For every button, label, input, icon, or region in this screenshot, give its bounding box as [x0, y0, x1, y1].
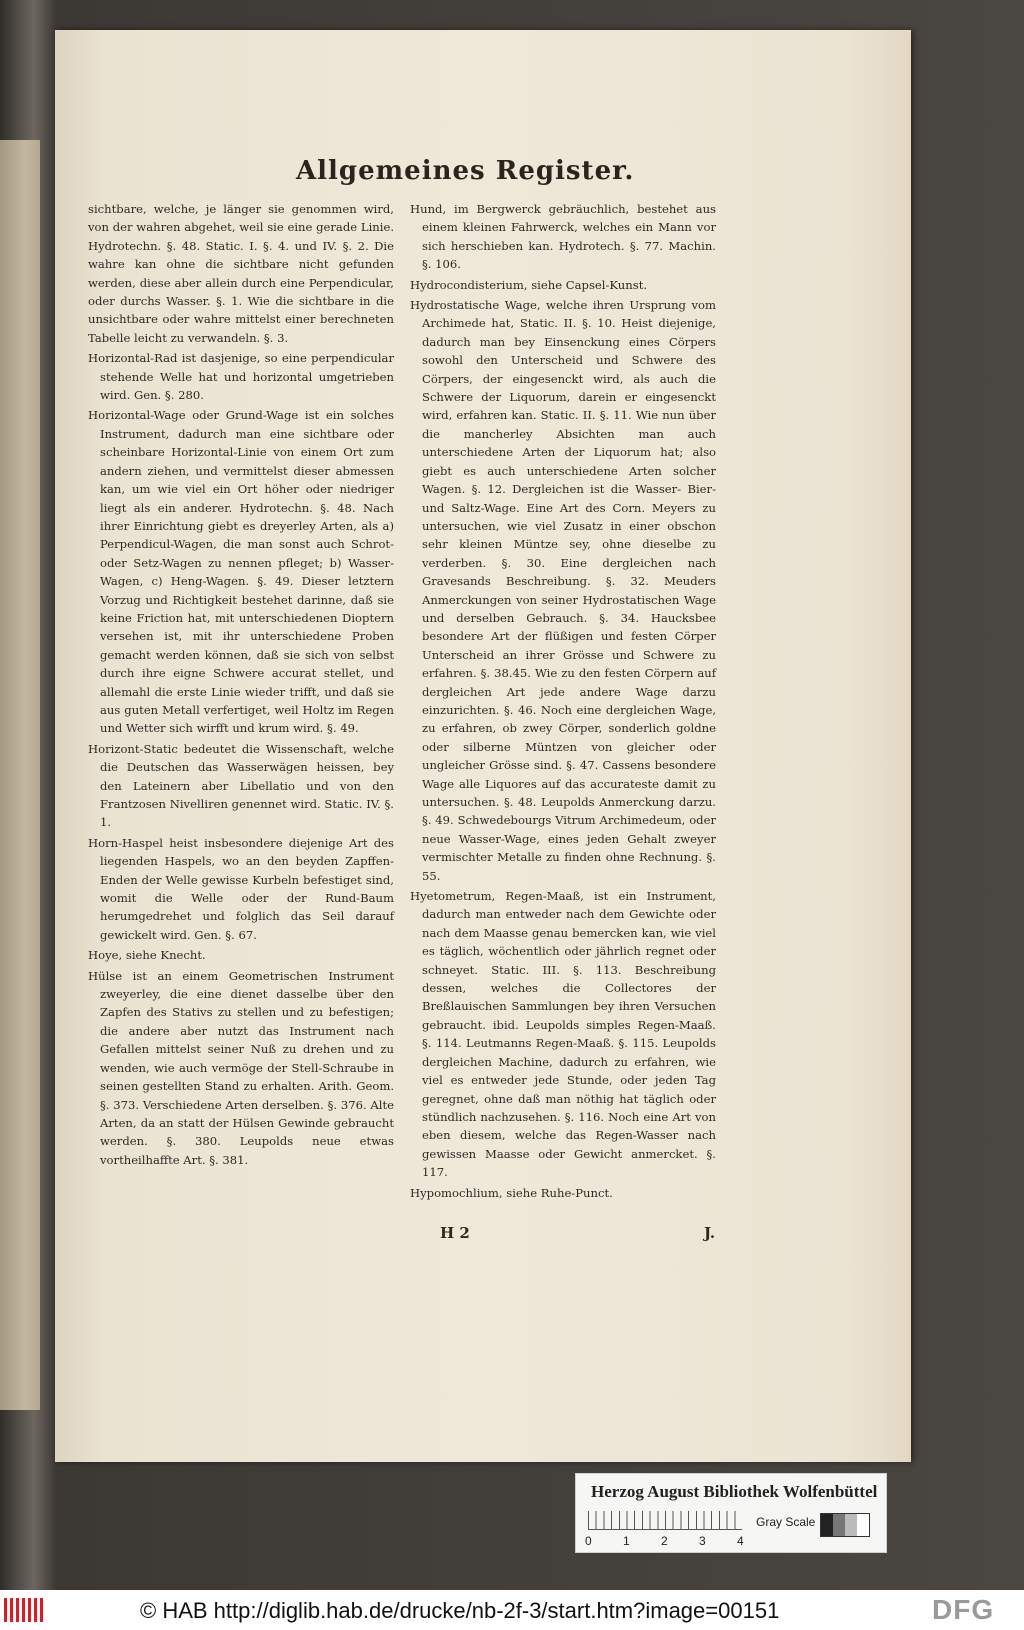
footer-link[interactable]: © HAB http://diglib.hab.de/drucke/nb-2f-3/start.htm?image=00151	[140, 1598, 780, 1623]
register-entry: Horizont-Static bedeutet die Wissenschaft, welche die Deutschen das Wasserwägen heissen, bey den Lateinern aber Libellatio und von den Frantzosen Nivelliren genennet wird. Static. IV. §. 1.	[88, 741, 394, 830]
hab-logo-icon	[4, 1598, 46, 1622]
catchword: J.	[704, 1224, 716, 1242]
ruler-label: 3	[699, 1534, 706, 1548]
register-entry: sichtbare, welche, je länger sie genommen wird, von der wahren abgehet, weil sie eine gerade Linie. Hydrotechn. §. 48. Static. I. §. 4. und IV. §. 2. Die wahre kan ohne die sichtbare nicht gefunden werden, diese aber allein durch eine Perpendicular, oder durchs Wasser. §. 1. Wie die sichtbare in die unsichtbare oder wahre mittelst einer berechneten Tabelle leicht zu verwandeln. §. 3.	[88, 202, 394, 345]
previous-page-edge	[0, 140, 40, 1410]
ruler-label: 4	[737, 1534, 744, 1548]
library-name: Herzog August Bibliothek Wolfenbüttel	[591, 1482, 878, 1501]
color-calibration-bar	[575, 1473, 887, 1553]
register-entry: Hoye, siehe Knecht.	[88, 948, 206, 963]
ruler-label: 0	[585, 1534, 592, 1548]
ruler-label: 1	[623, 1534, 630, 1548]
grayscale-swatch	[820, 1513, 870, 1537]
register-entry: Hypomochlium, siehe Ruhe-Punct.	[410, 1185, 613, 1200]
scale-ruler	[588, 1511, 742, 1530]
register-entry: Hülse ist an einem Geometrischen Instrument zweyerley, die eine dienet dasselbe über den Zapfen des Stativs zu stellen und zu befestigen; die andere aber nutzt das Instrument nach Gefallen mittelst seiner Nuß zu drehen und zu wenden, wie auch vermöge der Stell-Schraube in seinen gestellten Stand zu erhalten. Arith. Geom. §. 373. Verschiedene Arten derselben. §. 376. Alte Arten, da an statt der Hülsen Gewinde gebraucht werden. §. 380. Leupolds neue etwas vortheilhaffte Art. §. 381.	[88, 968, 394, 1167]
grayscale-label: Gray Scale	[756, 1515, 816, 1529]
register-entry: Hyetometrum, Regen-Maaß, ist ein Instrument, dadurch man entweder nach dem Gewichte oder nach dem Maasse genau bemercken kan, wie viel es täglich, wöchentlich oder jährlich regnet oder schneyet. Static. III. §. 113. Beschreibung dessen, welches die Collectores der Breßlauischen Sammlungen bey ihren Versuchen gebraucht. ibid. Leupolds simples Regen-Maaß. §. 114. Leutmanns Regen-Maaß. §. 115. Leupolds dergleichen Machine, dadurch zu erfahren, wie viel es entweder jede Stunde, oder jeden Tag geregnet, ohne daß man nöthig hat täglich oder stündlich nachzusehen. §. 116. Noch eine Art von eben diesem, welche das Regen-Wasser nach gewissen Maasse oder Gewicht anmercket. §. 117.	[410, 889, 716, 1180]
register-entry: Horizontal-Rad ist dasjenige, so eine perpendicular stehende Welle hat und horizontal umgetrieben wird. Gen. §. 280.	[88, 351, 394, 403]
register-entry: Horn-Haspel heist insbesondere diejenige Art des liegenden Haspels, wo an den beyden Zapffen-Enden der Welle gewisse Kurbeln befestiget sind, womit die Welle oder der Rund-Baum herumgedrehet und folglich das Seil darauf gewickelt wird. Gen. §. 67.	[88, 835, 394, 942]
dfg-logo: DFG	[932, 1594, 995, 1625]
left-column	[88, 200, 394, 1171]
register-entry: Hydrostatische Wage, welche ihren Ursprung vom Archimede hat, Static. II. §. 10. Heist diejenige, dadurch man bey Einsenckung eines Cörpers sowohl den Unterscheid und Schwere des Cörpers, der eingesenckt wird, als auch die Schwere der Liquorum, darein er eingesenckt wird, erfahren kan. Static. II. §. 11. Wie nun über die mancherley Absichten man auch unterschiedene Arten der Liquorum hat; also giebt es auch unterschiedene Arten solcher Wagen. §. 12. Dergleichen ist die Wasser- Bier- und Saltz-Wage. Eine Art des Corn. Meyers zu untersuchen, wie viel Zusatz in einer obschon sehr kleinen Müntze sey, ohne dieselbe zu verderben. §. 30. Eine dergleichen nach Gravesands Beschreibung. §. 32. Meuders Anmerckungen von seiner Hydrostatischen Wage und derselben Gebrauch. §. 34. Haucksbee besondere Art der flüßigen und festen Cörper Unterscheid an ihrer Grösse und Schwere zu erfahren. §. 38.45. Wie zu den festen Cörpern auf dergleichen Art jede andere Wage darzu einzurichten. §. 46. Noch eine dergleichen Wage, zu erfahren, ob zwey Cörper, sonderlich goldne oder silberne Müntzen von gleicher oder ungleicher Grösse sind. §. 47. Cassens besondere Wage alle Liquores auf das accurateste damit zu untersuchen. §. 48. Leupolds Anmerckung darzu. §. 49. Schwedebourgs Vitrum Archimedeum, oder neue Wasser-Wage, eines jeden Gehalt zweyer vermischter Metalle zu finden ohne Rechnung. §. 55.	[410, 298, 716, 883]
register-entry: Hund, im Bergwerck gebräuchlich, bestehet aus einem kleinen Fahrwerck, welches ein Mann vor sich herschieben kan. Hydrotech. §. 77. Machin. §. 106.	[410, 202, 716, 272]
register-entry: Horizontal-Wage oder Grund-Wage ist ein solches Instrument, dadurch man eine sichtbare oder scheinbare Horizontal-Linie von einem Ort zum andern ziehen, und vermittelst dieser abmessen kan, um wie viel ein Ort höher oder niedriger liegt als ein anderer. Hydrotechn. §. 48. Nach ihrer Einrichtung giebt es dreyerley Arten, als a) Perpendicul-Wagen, die man sonst auch Schrot- oder Setz-Wagen zu nennen pfleget; b) Wasser-Wagen, c) Heng-Wagen. §. 49. Dieser letztern Vorzug und Richtigkeit bestehet darinne, daß sie keine Friction hat, mit unterschiedenen Dioptern versehen ist, mit ihr unterschiedene Proben gemacht werden können, daß sie sich von selbst durch ihre eigne Schwere accurat stellet, und allemahl die erste Linie wieder trifft, und daß sie aus guten Metall verfertiget, weil Holtz im Regen und Wetter sich wirfft und krum wird. §. 49.	[88, 408, 394, 736]
ruler-label: 2	[661, 1534, 668, 1548]
register-entry: Hydrocondisterium, siehe Capsel-Kunst.	[410, 277, 648, 292]
page-title: Allgemeines Register.	[296, 156, 635, 186]
right-column	[410, 200, 716, 1204]
signature-mark: H 2	[440, 1224, 470, 1242]
footer-bar	[0, 1590, 1024, 1630]
